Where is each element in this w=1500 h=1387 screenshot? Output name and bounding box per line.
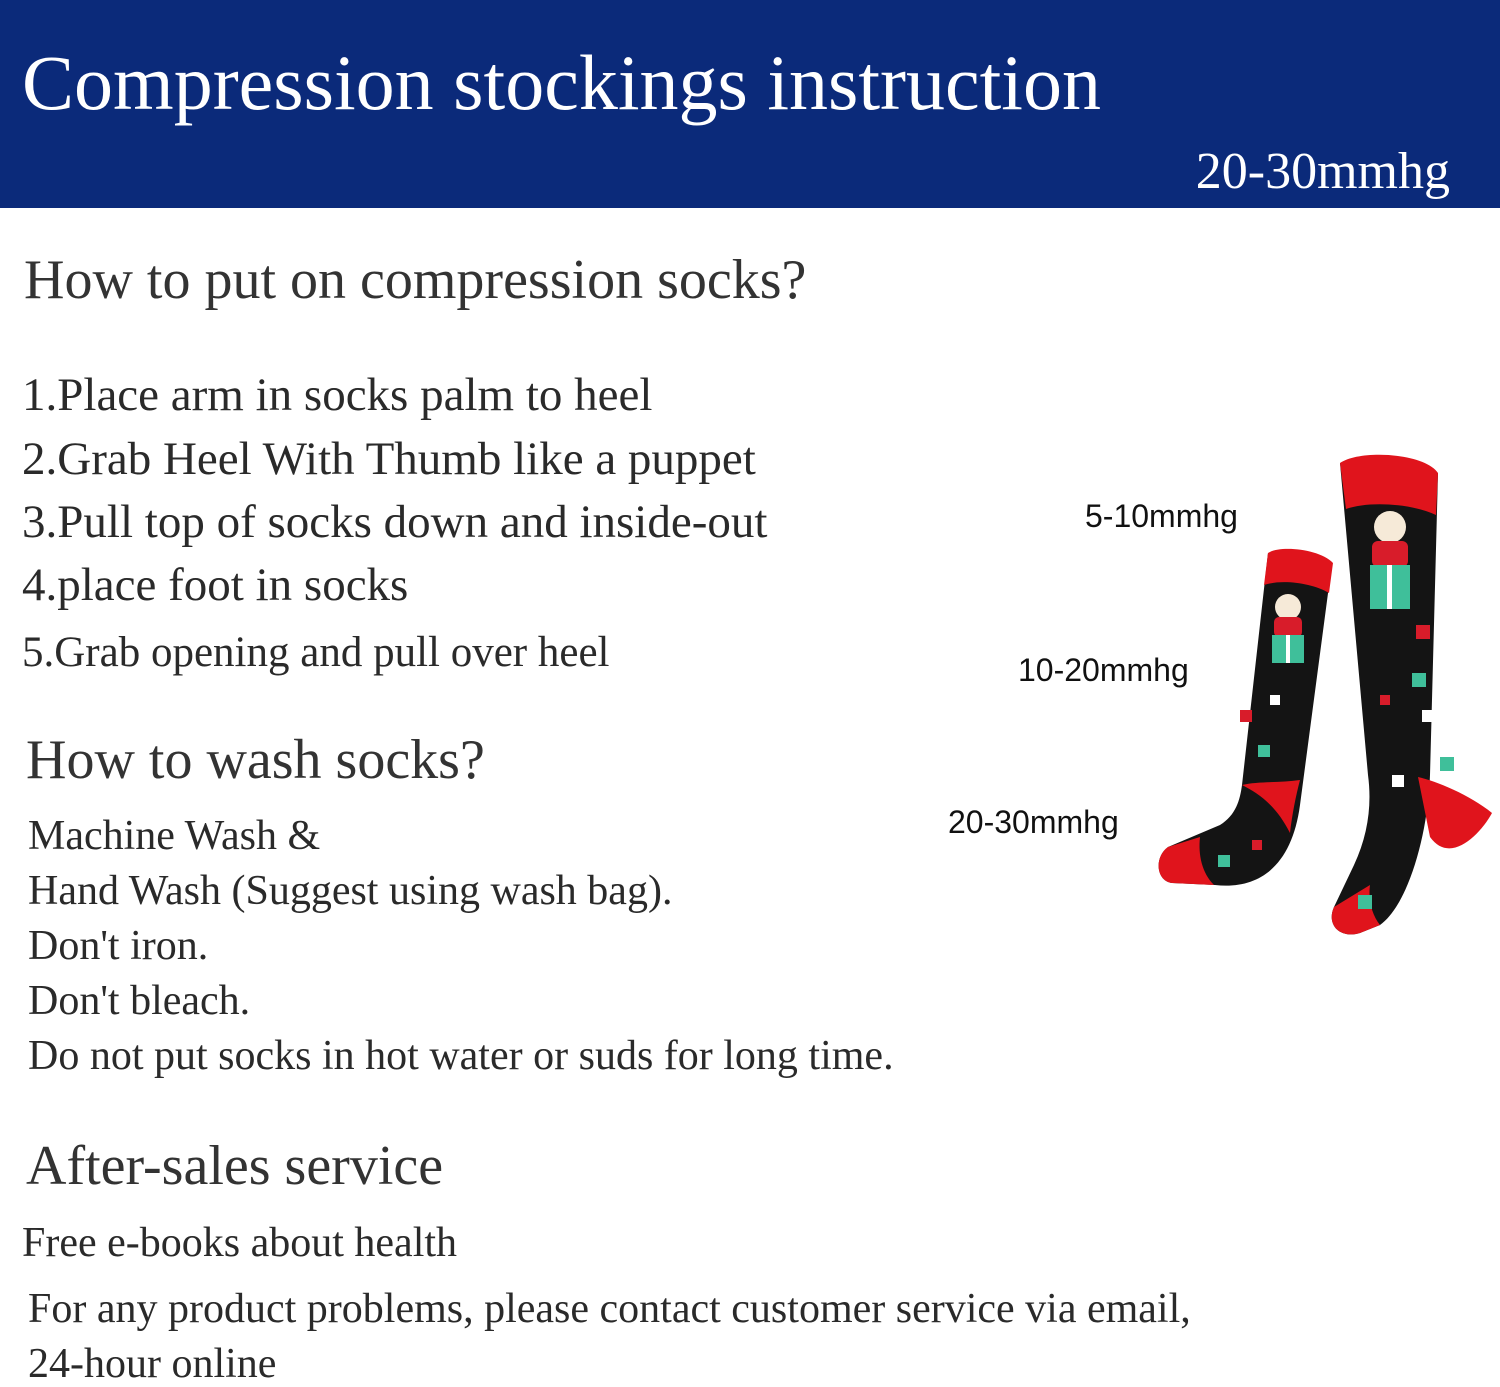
wash-line-3: Don't iron. <box>28 923 209 969</box>
after-sales-line-3: 24-hour online <box>28 1341 277 1387</box>
wash-line-1: Machine Wash & <box>28 813 321 859</box>
wash-line-2: Hand Wash (Suggest using wash bag). <box>28 868 673 914</box>
put-on-step-2: 2.Grab Heel With Thumb like a puppet <box>22 433 756 485</box>
put-on-heading: How to put on compression socks? <box>24 249 807 311</box>
sock-label-5-10: 5-10mmhg <box>1085 498 1238 534</box>
after-sales-line-1: Free e-books about health <box>22 1220 458 1266</box>
page-title: Compression stockings instruction <box>22 39 1101 126</box>
put-on-step-4: 4.place foot in socks <box>22 559 409 611</box>
tall-sock <box>1332 455 1492 935</box>
put-on-step-1: 1.Place arm in socks palm to heel <box>22 369 653 421</box>
after-sales-line-2: For any product problems, please contact customer service via email, <box>28 1286 1191 1332</box>
wash-heading: How to wash socks? <box>26 729 485 791</box>
wash-line-4: Don't bleach. <box>28 978 251 1024</box>
small-sock <box>1159 549 1333 886</box>
put-on-step-3: 3.Pull top of socks down and inside-out <box>22 496 768 548</box>
after-sales-heading: After-sales service <box>26 1135 444 1197</box>
header-banner <box>0 0 1500 208</box>
put-on-step-5: 5.Grab opening and pull over heel <box>22 629 610 676</box>
compression-socks-illustration <box>1140 445 1500 945</box>
wash-line-5: Do not put socks in hot water or suds for long time. <box>28 1033 894 1079</box>
sock-label-10-20: 10-20mmhg <box>1018 652 1189 688</box>
pressure-rating: 20-30mmhg <box>1195 143 1450 200</box>
sock-label-20-30: 20-30mmhg <box>948 804 1119 840</box>
